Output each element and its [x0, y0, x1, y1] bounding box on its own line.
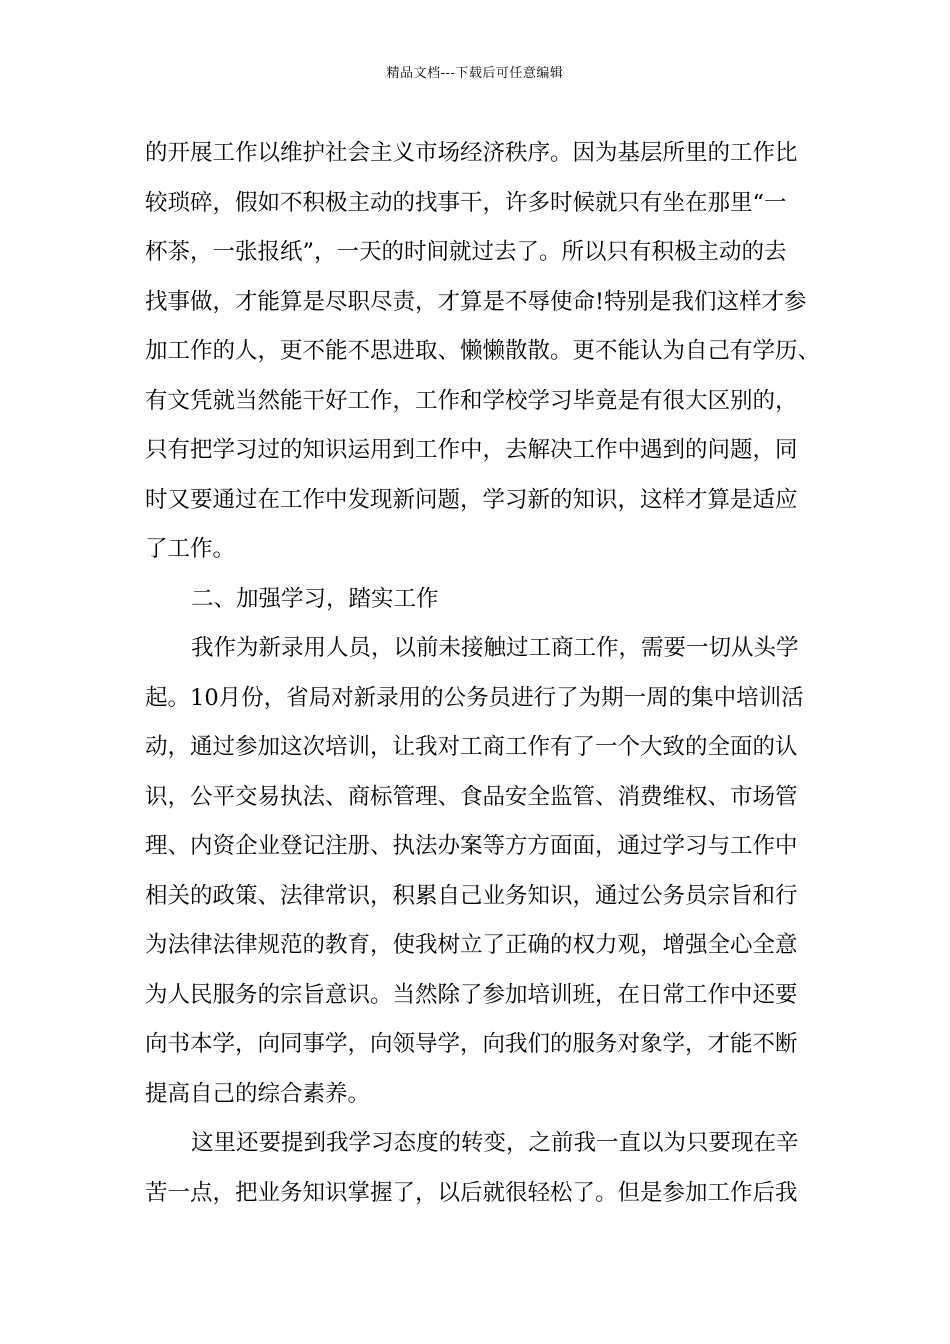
text-line: 有文凭就当然能干好工作，工作和学校学习毕竟是有很大区别的， — [145, 387, 798, 414]
text-line: 我作为新录用人员，以前未接触过工商工作，需要一切从头学 — [191, 635, 799, 661]
text-line: 只有把学习过的知识运用到工作中，去解决工作中遇到的问题，同 — [145, 437, 798, 463]
text-line: 为人民服务的宗旨意识。当然除了参加培训班，在日常工作中还要 — [145, 981, 798, 1008]
text-line: 时又要通过在工作中发现新问题，学习新的知识，这样才算是适应 — [145, 486, 798, 513]
text-line: 动，通过参加这次培训，让我对工商工作有了一个大致的全面的认 — [145, 734, 798, 760]
text-line: 加工作的人，更不能不思进取、懒懒散散。更不能认为自己有学历、 — [145, 338, 821, 364]
text-line: 向书本学，向同事学，向领导学，向我们的服务对象学，才能不断 — [145, 1031, 798, 1057]
text-line: 起。10月份，省局对新录用的公务员进行了为期一周的集中培训活 — [145, 684, 804, 711]
text-line: 提高自己的综合素养。 — [145, 1080, 371, 1107]
text-line: 的开展工作以维护社会主义市场经济秩序。因为基层所里的工作比 — [145, 140, 798, 166]
document-body — [145, 129, 821, 1218]
text-line: 较琐碎，假如不积极主动的找事干，许多时候就只有坐在那里“一 — [145, 189, 787, 216]
text-line: 这里还要提到我学习态度的转变，之前我一直以为只要现在辛 — [191, 1130, 799, 1156]
text-line: 了工作。 — [145, 536, 236, 562]
page-header: 精品文档---下载后可任意编辑 — [386, 66, 564, 81]
text-line: 找事做，才能算是尽职尽责，才算是不辱使命!特别是我们这样才参 — [145, 288, 807, 315]
text-line: 苦一点，把业务知识掌握了，以后就很轻松了。但是参加工作后我 — [145, 1179, 798, 1206]
text-line: 相关的政策、法律常识，积累自己业务知识，通过公务员宗旨和行 — [145, 882, 798, 909]
text-line: 理、内资企业登记注册、执法办案等方方面面，通过学习与工作中 — [145, 833, 798, 859]
text-line: 为法律法律规范的教育，使我树立了正确的权力观，增强全心全意 — [145, 932, 798, 958]
section-heading: 二、加强学习，踏实工作 — [191, 585, 439, 612]
text-line: 识，公平交易执法、商标管理、食品安全监管、消费维权、市场管 — [145, 783, 798, 810]
text-line: 杯茶，一张报纸”，一天的时间就过去了。所以只有积极主动的去 — [145, 239, 787, 265]
